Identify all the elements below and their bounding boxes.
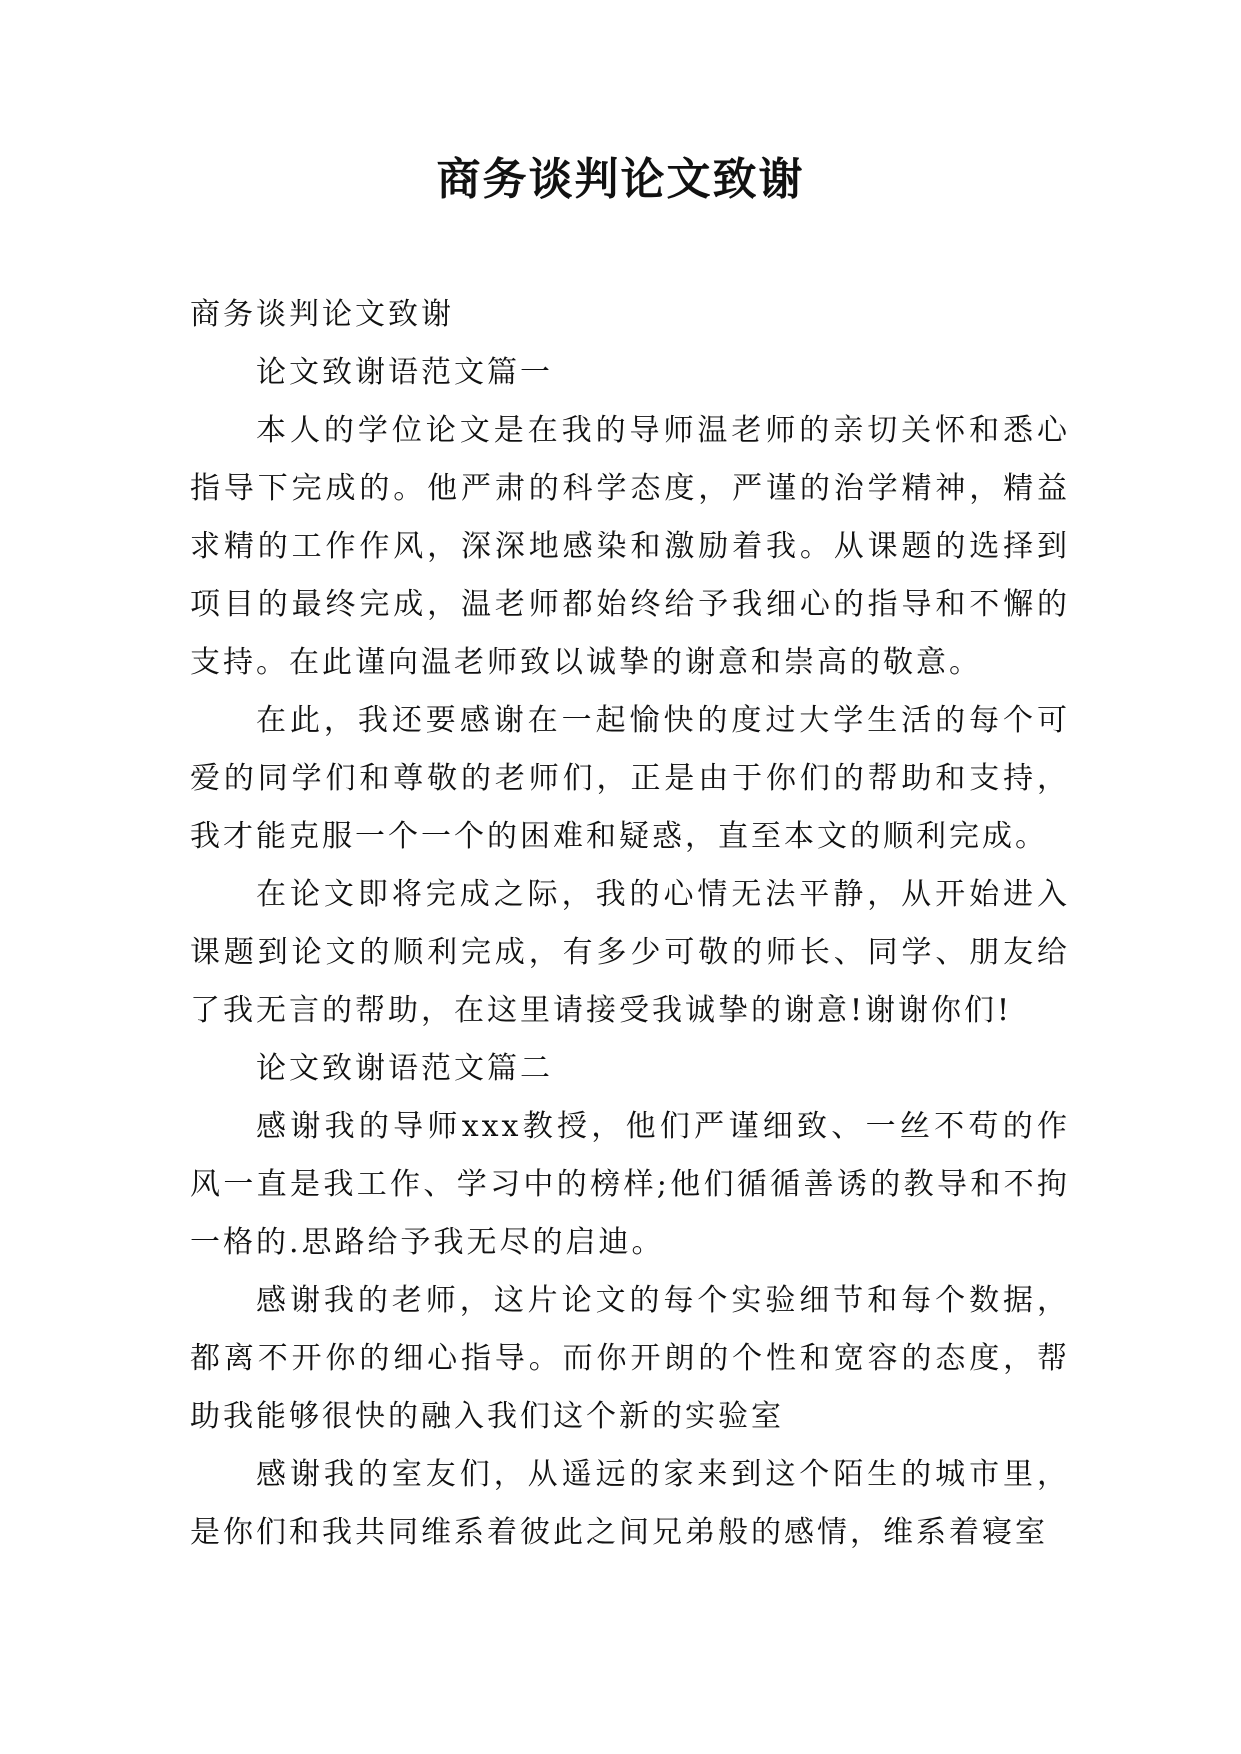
document-title: 商务谈判论文致谢 bbox=[436, 154, 805, 205]
body-paragraph: 感谢我的导师xxx教授，他们严谨细致、一丝不苟的作风一直是我工作、学习中的榜样;他们循循善诱的教导和不拘一格的.思路给予我无尽的启迪。 bbox=[190, 1109, 1070, 1260]
section-heading-one: 论文致谢语范文篇一 bbox=[256, 355, 553, 390]
section-heading-two: 论文致谢语范文篇二 bbox=[256, 1051, 553, 1086]
body-paragraph: 感谢我的老师，这片论文的每个实验细节和每个数据，都离不开你的细心指导。而你开朗的个性和宽容的态度，帮助我能够很快的融入我们这个新的实验室 bbox=[190, 1283, 1070, 1434]
document-body bbox=[190, 286, 1070, 1562]
body-paragraph: 本人的学位论文是在我的导师温老师的亲切关怀和悉心指导下完成的。他严肃的科学态度，严谨的治学精神，精益求精的工作作风，深深地感染和激励着我。从课题的选择到项目的最终完成，温老师都始终给予我细心的指导和不懈的支持。在此谨向温老师致以诚挚的谢意和崇高的敬意。 bbox=[190, 413, 1070, 680]
body-paragraph: 在论文即将完成之际，我的心情无法平静，从开始进入课题到论文的顺利完成，有多少可敬的师长、同学、朋友给了我无言的帮助，在这里请接受我诚挚的谢意!谢谢你们! bbox=[190, 877, 1070, 1028]
document-heading-line: 商务谈判论文致谢 bbox=[190, 297, 454, 332]
body-paragraph: 感谢我的室友们，从遥远的家来到这个陌生的城市里，是你们和我共同维系着彼此之间兄弟般的感情，维系着寝室 bbox=[190, 1457, 1070, 1550]
body-paragraph: 在此，我还要感谢在一起愉快的度过大学生活的每个可爱的同学们和尊敬的老师们，正是由于你们的帮助和支持，我才能克服一个一个的困难和疑惑，直至本文的顺利完成。 bbox=[190, 703, 1070, 854]
